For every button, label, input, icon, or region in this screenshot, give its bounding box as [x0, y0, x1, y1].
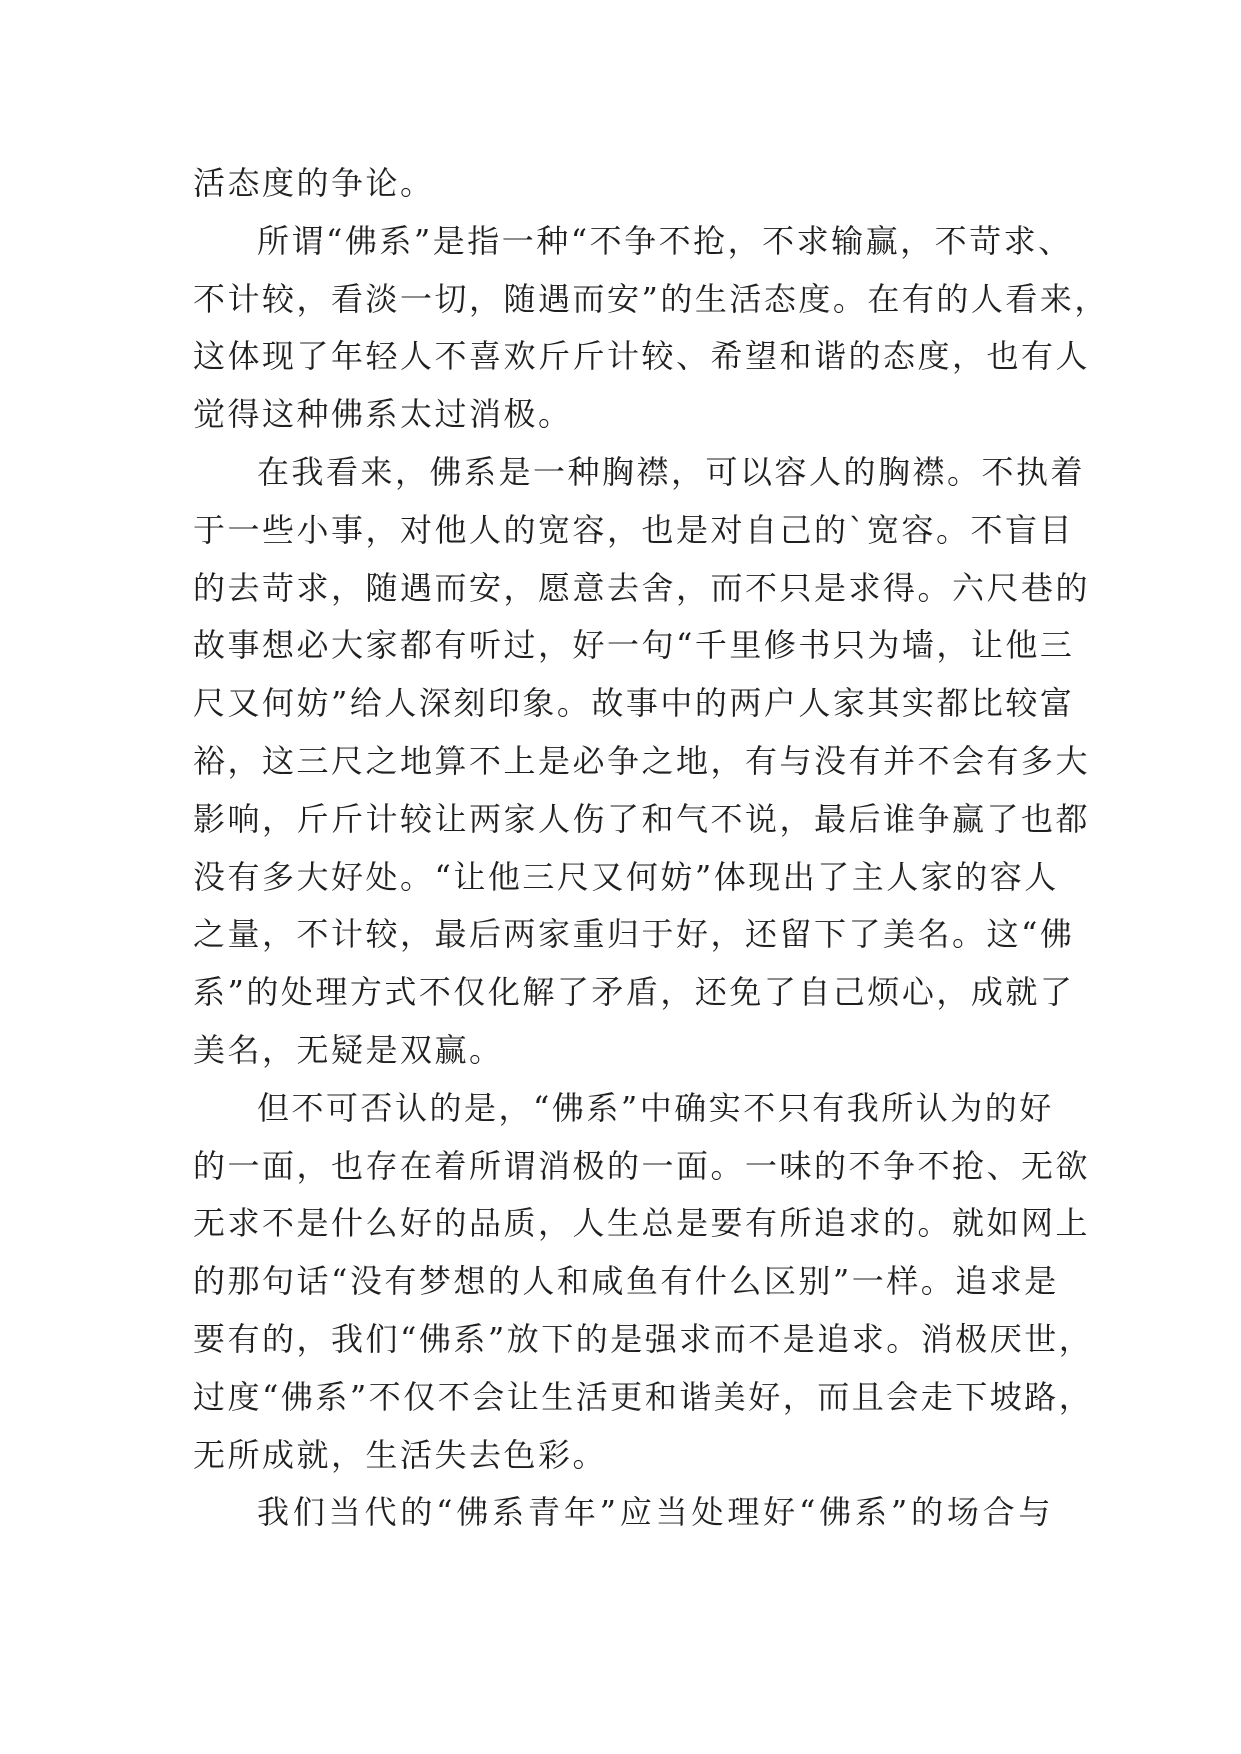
text-line: 活态度的争论。: [193, 164, 435, 202]
text-line: 的去苛求，随遇而安，愿意去舍，而不只是求得。六尺巷的: [193, 568, 1091, 607]
text-line: 在我看来，佛系是一种胸襟，可以容人的胸襟。不执着: [257, 452, 1086, 491]
text-line: 所谓“佛系”是指一种“不争不抢，不求输赢，不苛求、: [257, 221, 1073, 260]
text-line: 系”的处理方式不仅化解了矛盾，还免了自己烦心，成就了: [193, 973, 1075, 1012]
text-line: 这体现了年轻人不喜欢斤斤计较、希望和谐的态度，也有人: [193, 337, 1091, 376]
text-line: 无求不是什么好的品质，人生总是要有所追求的。就如网上: [193, 1204, 1091, 1243]
text-line: 觉得这种佛系太过消极。: [193, 395, 573, 434]
text-line: 我们当代的“佛系青年”应当处理好“佛系”的场合与: [257, 1493, 1053, 1532]
text-line: 尺又何妨”给人深刻印象。故事中的两户人家其实都比较富: [193, 684, 1075, 723]
text-line: 故事想必大家都有听过，好一句“千里修书只为墙，让他三: [193, 626, 1075, 665]
text-line: 过度“佛系”不仅不会让生活更和谐美好，而且会走下坡路，: [193, 1377, 1094, 1416]
text-line: 影响，斤斤计较让两家人伤了和气不说，最后谁争赢了也都: [193, 799, 1091, 838]
text-line: 裕，这三尺之地算不上是必争之地，有与没有并不会有多大: [193, 741, 1091, 780]
text-line: 的那句话“没有梦想的人和咸鱼有什么区别”一样。追求是: [193, 1262, 1059, 1301]
text-line: 没有多大好处。“让他三尺又何妨”体现出了主人家的容人: [193, 857, 1059, 896]
text-line: 之量，不计较，最后两家重归于好，还留下了美名。这“佛: [193, 915, 1075, 954]
text-line: 但不可否认的是，“佛系”中确实不只有我所认为的好: [257, 1088, 1054, 1127]
text-line: 美名，无疑是双赢。: [193, 1030, 504, 1069]
body-text: [193, 155, 1109, 1542]
text-line: 要有的，我们“佛系”放下的是强求而不是追求。消极厌世，: [193, 1319, 1094, 1358]
text-line: 的一面，也存在着所谓消极的一面。一味的不争不抢、无欲: [193, 1146, 1091, 1185]
text-line: 于一些小事，对他人的宽容，也是对自己的`宽容。不盲目: [193, 510, 1075, 549]
text-line: 不计较，看淡一切，随遇而安”的生活态度。在有的人看来，: [193, 279, 1109, 318]
text-line: 无所成就，生活失去色彩。: [193, 1435, 608, 1474]
